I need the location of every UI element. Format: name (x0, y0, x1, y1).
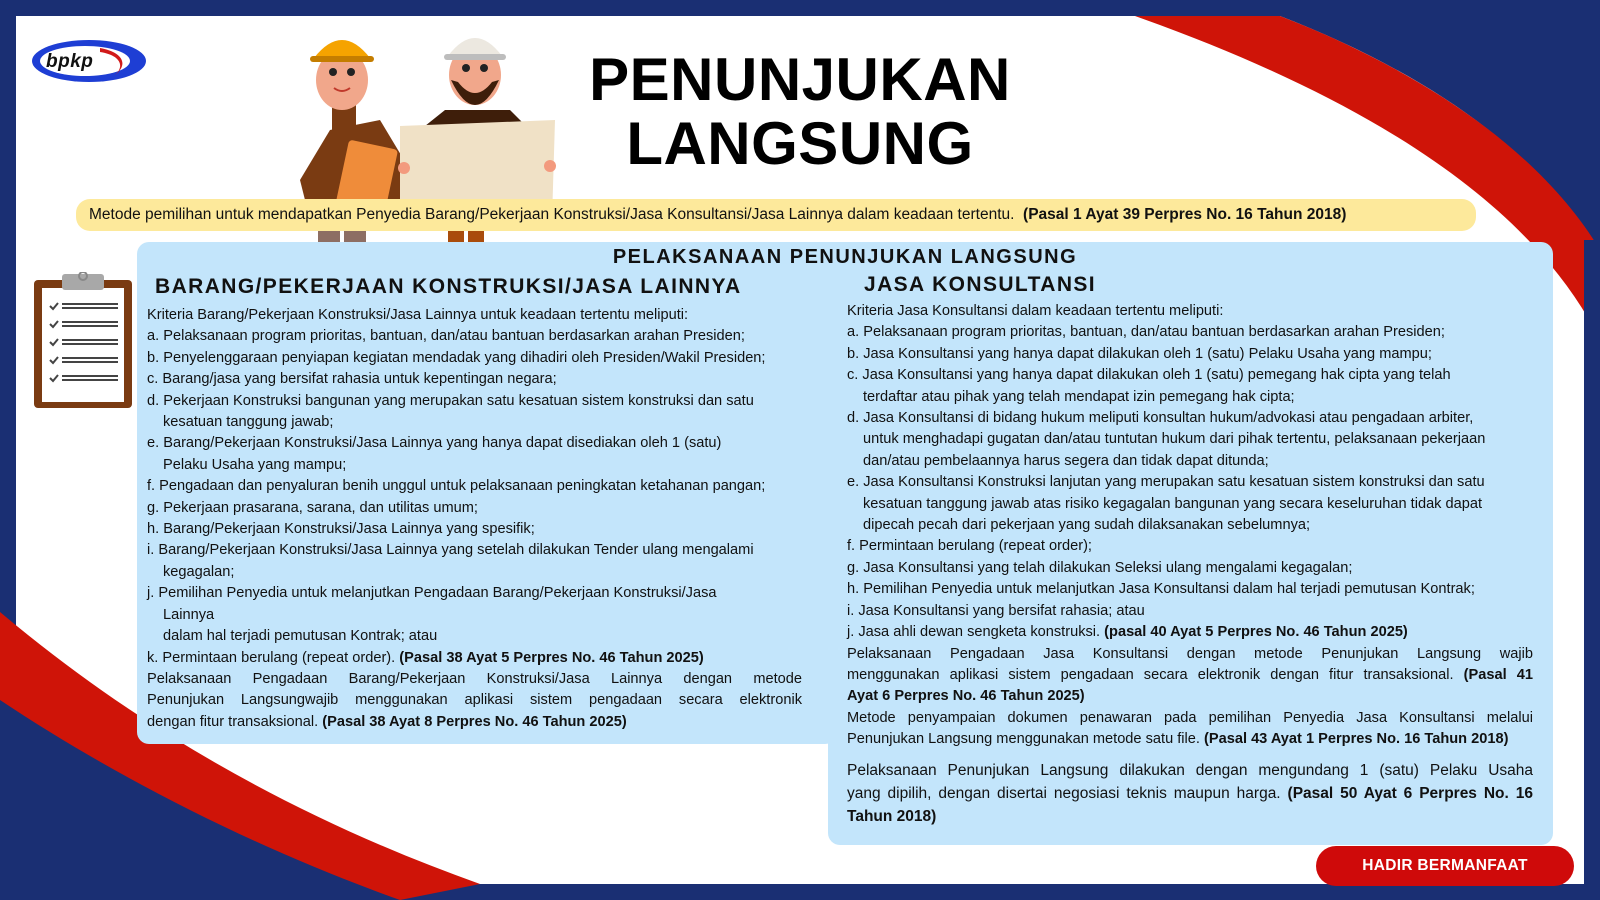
right-item-e-cont: kesatuan tanggung jawab atas risiko kegagalan bangunan yang secara keseluruhan tidak dapat (863, 495, 1483, 512)
right-item-d-cont: untuk menghadapi gugatan dan/atau tuntutan hukum dari pihak tertentu, pelaksanaan pekerjaan (863, 431, 1486, 448)
left-item-e-cont: Pelaku Usaha yang mampu; (163, 456, 347, 473)
right-item-g: g. Jasa Konsultansi yang telah dilakukan Seleksi ulang mengalami kegagalan; (847, 559, 1353, 576)
left-item-e: e. Barang/Pekerjaan Konstruksi/Jasa Lainnya yang hanya dapat disediakan oleh 1 (satu) (147, 435, 722, 452)
left-para-reference: (Pasal 38 Ayat 8 Perpres No. 46 Tahun 2025) (322, 713, 627, 730)
right-para1-line-1: Pelaksanaan Pengadaan Jasa Konsultansi dengan metode Penunjukan Langsung wajib (847, 645, 1533, 662)
right-column-title: JASA KONSULTANSI (864, 273, 1097, 296)
left-para-text: dengan fitur transaksional. (147, 713, 319, 730)
left-column-title: BARANG/PEKERJAAN KONSTRUKSI/JASA LAINNYA (155, 275, 742, 298)
right-para3-text: yang dipilih, dengan disertai negosiasi teknis maupun harga. (847, 784, 1281, 802)
left-item-c: c. Barang/jasa yang bersifat rahasia untuk kepentingan negara; (147, 371, 557, 388)
left-para-line-1: Pelaksanaan Pengadaan Barang/Pekerjaan Konstruksi/Jasa Lainnya dengan metode (147, 670, 802, 687)
right-intro: Kriteria Jasa Konsultansi dalam keadaan tertentu meliputi: (847, 303, 1224, 319)
title-line-2: LANGSUNG (626, 110, 974, 177)
left-item-d-cont: kesatuan tanggung jawab; (163, 414, 334, 431)
panel-heading: PELAKSANAAN PENUNJUKAN LANGSUNG (612, 246, 1078, 268)
tagline-badge: HADIR BERMANFAAT (1316, 846, 1574, 886)
right-para2-reference: (Pasal 43 Ayat 1 Perpres No. 16 Tahun 2018) (1204, 731, 1509, 748)
right-column-body (847, 301, 1533, 828)
definition-banner (76, 199, 1476, 231)
clipboard-checklist-icon (32, 272, 134, 412)
right-para3-line-2 (847, 782, 1533, 805)
right-para3-reference-b: Tahun 2018) (847, 807, 937, 825)
left-item-d: d. Pekerjaan Konstruksi bangunan yang merupakan satu kesatuan sistem konstruksi dan satu (147, 392, 754, 409)
right-item-a: a. Pelaksanaan program prioritas, bantuan, dan/atau bantuan berdasarkan arahan Presiden; (847, 324, 1445, 341)
right-item-e: e. Jasa Konsultansi Konstruksi lanjutan yang merupakan satu kesatuan sistem konstruksi dan satu (847, 474, 1485, 491)
right-item-d-cont2: dan/atau pembelaannya harus segera dan tidak dapat ditunda; (863, 452, 1269, 469)
title-line-1: PENUNJUKAN (589, 46, 1011, 113)
right-para2-line-2 (847, 729, 1533, 750)
right-item-c: c. Jasa Konsultansi yang hanya dapat dilakukan oleh 1 (satu) pemegang hak cipta yang telah (847, 367, 1451, 384)
left-item-i: i. Barang/Pekerjaan Konstruksi/Jasa Lainnya yang setelah dilakukan Tender ulang mengalami (147, 542, 754, 559)
left-item-h: h. Barang/Pekerjaan Konstruksi/Jasa Lainnya yang spesifik; (147, 521, 535, 538)
right-item-j (847, 622, 1533, 643)
right-para1-line-2 (847, 665, 1533, 686)
left-intro: Kriteria Barang/Pekerjaan Konstruksi/Jasa Lainnya untuk keadaan tertentu meliputi: (147, 307, 689, 323)
left-column-body (147, 305, 802, 733)
right-item-i: i. Jasa Konsultansi yang bersifat rahasia; atau (847, 602, 1145, 619)
left-item-j-cont: Lainnya (163, 606, 215, 623)
right-para1-reference-b: Ayat 6 Perpres No. 46 Tahun 2025) (847, 688, 1085, 705)
page-title (570, 48, 1030, 176)
left-item-j-cont2: dalam hal terjadi pemutusan Kontrak; atau (163, 628, 438, 645)
right-item-d: d. Jasa Konsultansi di bidang hukum meliputi konsultan hukum/advokasi atau pengadaan arbiter, (847, 410, 1474, 427)
right-para1-reference-a: (Pasal 41 (1463, 666, 1533, 683)
right-para1-text: menggunakan aplikasi sistem pengadaan secara elektronik dengan fitur transaksional. (847, 666, 1454, 683)
left-item-i-cont: kegagalan; (163, 563, 235, 580)
right-item-e-cont2: dipecah pecah dari pekerjaan yang sudah dilaksanakan sebelumnya; (863, 517, 1311, 534)
right-item-b: b. Jasa Konsultansi yang hanya dapat dilakukan oleh 1 (satu) Pelaku Usaha yang mampu; (847, 345, 1432, 362)
left-item-k-text: k. Permintaan berulang (repeat order). (147, 649, 396, 666)
left-item-b: b. Penyelenggaraan penyiapan kegiatan mendadak yang dihadiri oleh Presiden/Wakil Presiden; (147, 349, 766, 366)
right-item-c-cont: terdaftar atau pihak yang telah mendapat izin pemegang hak cipta; (863, 388, 1295, 405)
left-item-k-reference: (Pasal 38 Ayat 5 Perpres No. 46 Tahun 2025) (399, 649, 704, 666)
right-item-f: f. Permintaan berulang (repeat order); (847, 538, 1092, 555)
right-para2-text: Penunjukan Langsung menggunakan metode satu file. (847, 731, 1200, 748)
left-item-f: f. Pengadaan dan penyaluran benih unggul untuk pelaksanaan peningkatan ketahanan pangan; (147, 478, 766, 495)
logo-text: bpkp (46, 51, 94, 72)
right-item-h: h. Pemilihan Penyedia untuk melanjutkan Jasa Konsultansi dalam hal terjadi pemutusan Kontrak; (847, 581, 1475, 598)
left-item-k (147, 648, 802, 669)
right-item-j-text: j. Jasa ahli dewan sengketa konstruksi. (847, 624, 1101, 641)
left-item-g: g. Pekerjaan prasarana, sarana, dan utilitas umum; (147, 499, 478, 516)
right-item-j-reference: (pasal 40 Ayat 5 Perpres No. 46 Tahun 2025) (1104, 624, 1408, 641)
left-item-a: a. Pelaksanaan program prioritas, bantuan, dan/atau bantuan berdasarkan arahan Presiden; (147, 328, 745, 345)
right-para3-line-1: Pelaksanaan Penunjukan Langsung dilakukan dengan mengundang 1 (satu) Pelaku Usaha (847, 761, 1533, 779)
right-para3-reference-a: (Pasal 50 Ayat 6 Perpres No. 16 (1287, 784, 1533, 802)
right-para2-line-1: Metode penyampaian dokumen penawaran pada pemilihan Penyedia Jasa Konsultansi melalui (847, 709, 1533, 726)
definition-reference: (Pasal 1 Ayat 39 Perpres No. 16 Tahun 2018) (1023, 206, 1347, 223)
left-para-line-2: Penunjukan Langsungwajib menggunakan aplikasi sistem pengadaan secara elektronik (147, 692, 802, 709)
definition-text: Metode pemilihan untuk mendapatkan Penyedia Barang/Pekerjaan Konstruksi/Jasa Konsultansi/Jasa Lainnya dalam keadaan tertentu. (89, 206, 1015, 223)
left-item-j: j. Pemilihan Penyedia untuk melanjutkan Pengadaan Barang/Pekerjaan Konstruksi/Jasa (147, 585, 717, 602)
left-para-line-3 (147, 712, 802, 733)
